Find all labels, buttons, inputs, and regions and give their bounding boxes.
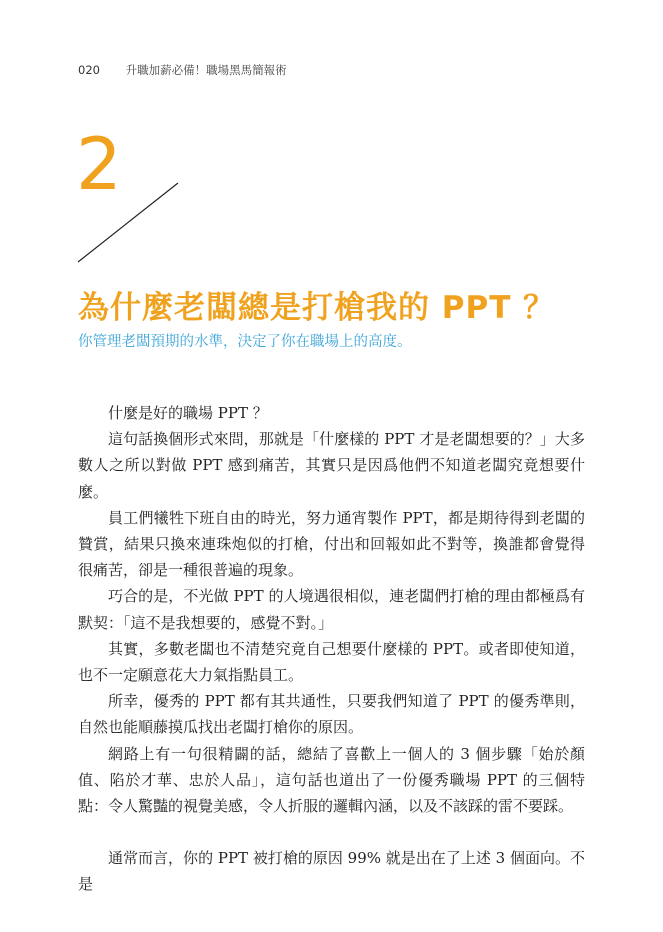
body-text: [78, 400, 585, 898]
page-number: 020: [78, 63, 100, 77]
paragraph: 員工們犧牲下班自由的時光，努力通宵製作 PPT，都是期待得到老闆的贊賞，結果只換來連珠炮似的打槍，付出和回報如此不對等，換誰都會覺得很痛苦，卻是一種很普遍的現象。: [78, 508, 585, 580]
paragraph: 巧合的是，不光做 PPT 的人境遇很相似，連老闆們打槍的理由都極爲有默契：「這不是我想要的，感覺不對。」: [78, 587, 585, 632]
paragraph: 什麼是好的職場 PPT ？: [108, 404, 268, 422]
paragraph: 網路上有一句很精闢的話，總結了喜歡上一個人的 3 個步驟「始於顏值、陷於才華、忠於人品」，這句話也道出了一份優秀職場 PPT 的三個特點：令人驚豔的視覺美感，令人折服的邏輯內涵，以及不該踩的雷不要踩。: [78, 744, 585, 816]
book-title: 升職加薪必備！職場黑馬簡報術: [125, 63, 287, 77]
paragraph: 這句話換個形式來問，那就是「什麼樣的 PPT 才是老闆想要的？」大多數人之所以對做 PPT 感到痛苦，其實只是因爲他們不知道老闆究竟想要什麼。: [78, 430, 585, 501]
paragraph: 其實，多數老闆也不清楚究竟自己想要什麼樣的 PPT。或者即使知道，也不一定願意花大力氣指點員工。: [78, 639, 585, 685]
chapter-subtitle: 你管理老闆預期的水準，決定了你在職場上的高度。: [78, 334, 412, 350]
paragraph: 通常而言，你的 PPT 被打槍的原因 99% 就是出在了上述 3 個面向。不是: [78, 849, 585, 894]
chapter-number: 2: [76, 122, 122, 206]
paragraph: 所幸，優秀的 PPT 都有其共通性，只要我們知道了 PPT 的優秀準則，自然也能順藤摸瓜找出老闆打槍你的原因。: [78, 692, 585, 737]
decorative-diagonal-line: [0, 0, 663, 300]
chapter-title: 為什麼老闆總是打槍我的 PPT ？: [78, 290, 556, 326]
